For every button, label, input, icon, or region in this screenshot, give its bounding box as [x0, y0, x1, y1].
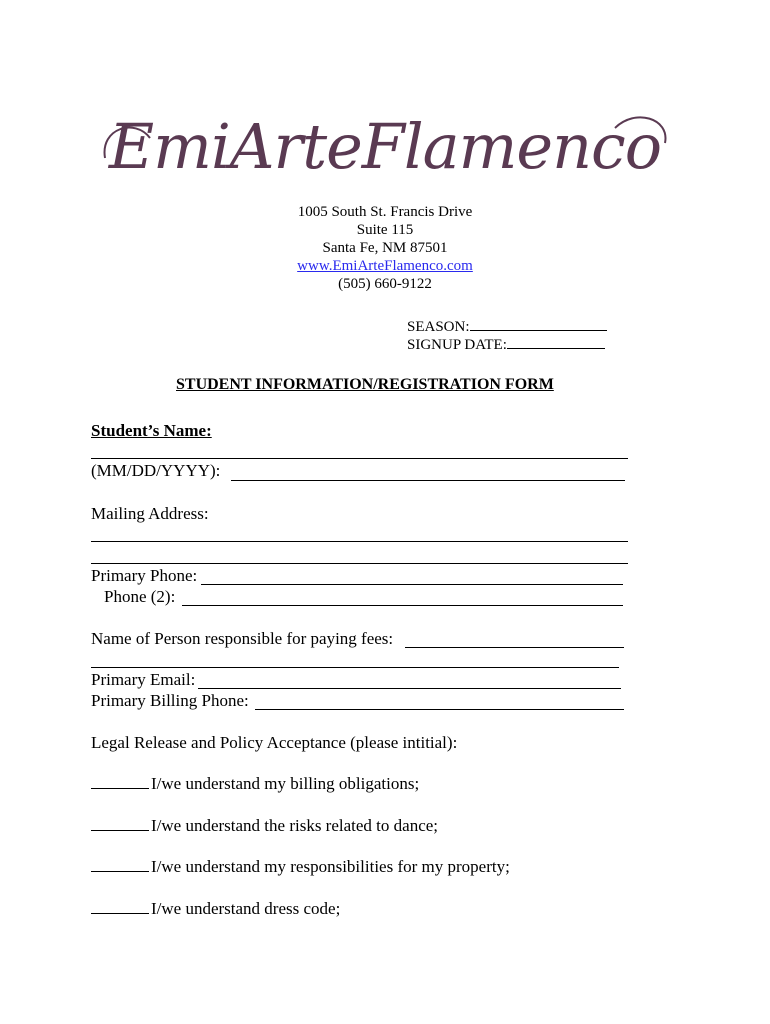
responsible-person-field-2[interactable]: [91, 667, 619, 668]
responsible-person-field[interactable]: [405, 647, 624, 648]
primary-email-field[interactable]: [198, 688, 621, 689]
initial-field[interactable]: [91, 816, 149, 831]
address-suite: Suite 115: [356, 222, 414, 238]
initial-field[interactable]: [91, 774, 149, 789]
form-title: STUDENT INFORMATION/REGISTRATION FORM: [176, 376, 554, 393]
signup-date-label: SIGNUP DATE:: [407, 337, 507, 353]
phone2-field[interactable]: [182, 605, 623, 606]
agreement-text: I/we understand dress code;: [151, 899, 341, 918]
season-label: SEASON:: [407, 319, 470, 335]
dob-label: (MM/DD/YYYY):: [91, 461, 221, 480]
agreement-dress-code: [91, 899, 340, 919]
student-name-field[interactable]: [91, 458, 628, 459]
primary-phone-field[interactable]: [201, 584, 623, 585]
emiarteflamenco-logo: [95, 98, 675, 198]
primary-email-label: Primary Email:: [91, 670, 196, 689]
season-field[interactable]: [470, 316, 607, 331]
mailing-address-field-2[interactable]: [91, 563, 628, 564]
signup-date-row: [407, 334, 605, 354]
season-row: [407, 316, 607, 336]
website-link[interactable]: www.EmiArteFlamenco.com: [297, 258, 473, 274]
signup-date-field[interactable]: [507, 334, 605, 349]
agreement-risks: [91, 816, 438, 836]
billing-phone-label: Primary Billing Phone:: [91, 691, 249, 710]
legal-release-label: Legal Release and Policy Acceptance (please intitial):: [91, 733, 458, 752]
agreement-text: I/we understand my billing obligations;: [151, 774, 420, 793]
website-link-row: [240, 257, 530, 275]
agreement-billing: [91, 774, 419, 794]
agreement-property: [91, 857, 510, 877]
mailing-address-label: Mailing Address:: [91, 504, 209, 523]
agreement-text: I/we understand the risks related to dance;: [151, 816, 439, 835]
phone2-label: Phone (2):: [104, 587, 176, 606]
initial-field[interactable]: [91, 857, 149, 872]
mailing-address-field-1[interactable]: [91, 541, 628, 542]
svg-text:EmiArteFlamenco: EmiArteFlamenco: [108, 110, 662, 183]
student-name-label: Student’s Name:: [91, 421, 212, 440]
dob-field[interactable]: [231, 480, 625, 481]
address-city: Santa Fe, NM 87501: [322, 240, 448, 256]
initial-field[interactable]: [91, 899, 149, 914]
billing-phone-field[interactable]: [255, 709, 624, 710]
primary-phone-label: Primary Phone:: [91, 566, 198, 585]
address-street: 1005 South St. Francis Drive: [297, 204, 473, 220]
responsible-person-label: Name of Person responsible for paying fees:: [91, 629, 394, 648]
address-phone: (505) 660-9122: [338, 276, 432, 292]
agreement-text: I/we understand my responsibilities for my property;: [151, 857, 510, 876]
